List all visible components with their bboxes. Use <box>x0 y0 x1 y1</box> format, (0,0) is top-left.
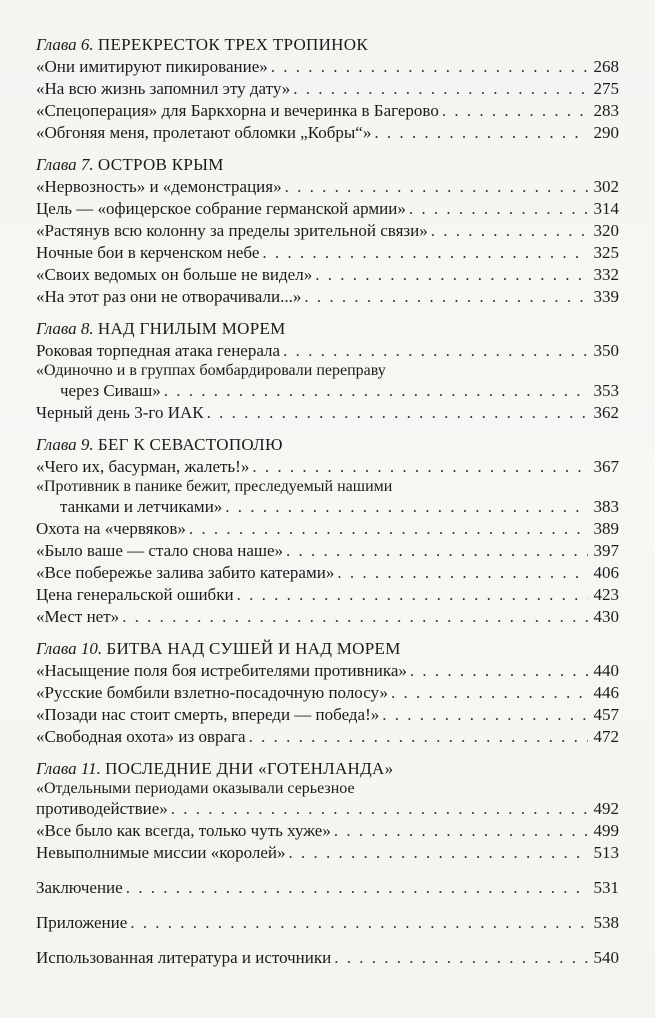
entry-page: 275 <box>593 79 619 98</box>
toc-entry <box>36 518 619 540</box>
dot-leader <box>286 540 588 562</box>
entry-title: «Насыщение поля боя истребителями противника» <box>36 661 407 680</box>
dot-leader <box>337 562 588 584</box>
toc-entry <box>36 242 619 264</box>
dot-leader <box>334 820 588 842</box>
dot-leader <box>315 264 588 286</box>
entry-page: 389 <box>593 519 619 538</box>
chapter-heading <box>36 758 619 780</box>
toc-entry <box>36 540 619 562</box>
entry-title-line2: противодействие» <box>36 799 168 818</box>
toc-entry <box>36 122 619 144</box>
dot-leader <box>382 704 588 726</box>
entry-title: «Обгоняя меня, пролетают обломки „Кобры“» <box>36 123 372 142</box>
entry-page: 440 <box>593 661 619 680</box>
dot-leader <box>171 798 588 820</box>
entry-title-line1: «Противник в панике бежит, преследуемый нашими <box>36 478 393 495</box>
chapter-8 <box>36 318 619 424</box>
entry-page: 320 <box>593 221 619 240</box>
entry-title: Охота на «червяков» <box>36 519 186 538</box>
chapter-label: Глава 9. <box>36 435 94 454</box>
chapter-label: Глава 10. <box>36 639 103 658</box>
chapter-label: Глава 6. <box>36 35 94 54</box>
entry-title: Невыполнимые миссии «королей» <box>36 843 286 862</box>
chapter-title: НАД ГНИЛЫМ МОРЕМ <box>97 319 286 338</box>
entry-page: 339 <box>593 287 619 306</box>
entry-page: 397 <box>593 541 619 560</box>
entry-page: 362 <box>593 403 619 422</box>
entry-title: Приложение <box>36 913 128 932</box>
toc-entry <box>36 220 619 242</box>
chapter-heading <box>36 638 619 660</box>
toc-entry-conclusion <box>36 877 619 899</box>
entry-title: «На этот раз они не отворачивали...» <box>36 287 302 306</box>
chapter-heading <box>36 34 619 56</box>
chapter-label: Глава 11. <box>36 759 101 778</box>
entry-page: 540 <box>593 948 619 967</box>
entry-title: Цена генеральской ошибки <box>36 585 234 604</box>
dot-leader <box>122 606 588 628</box>
dot-leader <box>262 242 588 264</box>
toc-entry <box>36 798 619 820</box>
entry-title: Ночные бои в керченском небе <box>36 243 260 262</box>
dot-leader <box>189 518 588 540</box>
spacer <box>36 899 619 912</box>
toc-entry <box>36 660 619 682</box>
chapter-heading <box>36 154 619 176</box>
entry-page: 457 <box>593 705 619 724</box>
dot-leader <box>207 402 588 424</box>
entry-page: 290 <box>593 123 619 142</box>
entry-title: «Спецоперация» для Баркхорна и вечеринка в Багерово <box>36 101 439 120</box>
entry-page: 513 <box>593 843 619 862</box>
entry-title-line1: «Отдельными периодами оказывали серьезное <box>36 780 355 797</box>
toc-entry <box>36 100 619 122</box>
entry-page: 472 <box>593 727 619 746</box>
toc-entry <box>36 78 619 100</box>
chapter-title: БИТВА НАД СУШЕЙ И НАД МОРЕМ <box>106 639 401 658</box>
toc-entry <box>36 562 619 584</box>
dot-leader <box>285 176 588 198</box>
entry-page: 314 <box>593 199 619 218</box>
chapter-title: БЕГ К СЕВАСТОПОЛЮ <box>97 435 283 454</box>
entry-title: Заключение <box>36 878 123 897</box>
spacer <box>36 424 619 434</box>
entry-title: «Все было как всегда, только чуть хуже» <box>36 821 331 840</box>
chapter-label: Глава 8. <box>36 319 94 338</box>
spacer <box>36 628 619 638</box>
entry-page: 430 <box>593 607 619 626</box>
entry-page: 499 <box>593 821 619 840</box>
entry-title: Цель — «офицерское собрание германской армии» <box>36 199 406 218</box>
toc-entry <box>36 456 619 478</box>
table-of-contents <box>36 34 619 969</box>
entry-title: Роковая торпедная атака генерала <box>36 341 281 360</box>
chapter-label: Глава 7. <box>36 155 94 174</box>
chapter-title: ПОСЛЕДНИЕ ДНИ «ГОТЕНЛАНДА» <box>105 759 394 778</box>
chapter-11 <box>36 758 619 864</box>
entry-page: 353 <box>593 381 619 400</box>
entry-title: «Они имитируют пикирование» <box>36 57 268 76</box>
dot-leader <box>271 56 588 78</box>
entry-page: 283 <box>593 101 619 120</box>
dot-leader <box>410 660 588 682</box>
chapter-heading <box>36 318 619 340</box>
entry-page: 350 <box>593 341 619 360</box>
chapter-9 <box>36 434 619 628</box>
spacer <box>36 864 619 877</box>
entry-title: «На всю жизнь запомнил эту дату» <box>36 79 291 98</box>
toc-entry-bibliography <box>36 947 619 969</box>
dot-leader <box>237 584 588 606</box>
toc-entry <box>36 820 619 842</box>
toc-entry <box>36 286 619 308</box>
entry-title: «Мест нет» <box>36 607 120 626</box>
entry-page: 325 <box>593 243 619 262</box>
spacer <box>36 934 619 947</box>
entry-page: 268 <box>593 57 619 76</box>
toc-entry <box>36 584 619 606</box>
dot-leader <box>442 100 588 122</box>
entry-page: 332 <box>593 265 619 284</box>
spacer <box>36 748 619 758</box>
chapter-heading <box>36 434 619 456</box>
dot-leader <box>164 380 588 402</box>
dot-leader <box>374 122 588 144</box>
entry-page: 531 <box>593 878 619 897</box>
toc-entry-appendix <box>36 912 619 934</box>
entry-page: 538 <box>593 913 619 932</box>
dot-leader <box>126 877 588 899</box>
entry-title: «Растянув всю колонну за пределы зрительной связи» <box>36 221 428 240</box>
dot-leader <box>391 682 588 704</box>
dot-leader <box>409 198 588 220</box>
dot-leader <box>304 286 588 308</box>
toc-entry <box>36 56 619 78</box>
entry-page: 446 <box>593 683 619 702</box>
dot-leader <box>334 947 588 969</box>
toc-entry <box>36 264 619 286</box>
toc-entry <box>36 340 619 362</box>
chapter-10 <box>36 638 619 748</box>
chapter-title: ПЕРЕКРЕСТОК ТРЕХ ТРОПИНОК <box>97 35 368 54</box>
entry-title: «Своих ведомых он больше не видел» <box>36 265 313 284</box>
entry-page: 302 <box>593 177 619 196</box>
entry-title: «Свободная охота» из оврага <box>36 727 246 746</box>
entry-title: «Позади нас стоит смерть, впереди — победа!» <box>36 705 380 724</box>
spacer <box>36 144 619 154</box>
entry-page: 423 <box>593 585 619 604</box>
entry-title-line2: через Сиваш» <box>60 381 161 400</box>
toc-entry <box>36 704 619 726</box>
dot-leader <box>289 842 589 864</box>
dot-leader <box>293 78 588 100</box>
entry-page: 367 <box>593 457 619 476</box>
toc-entry <box>36 198 619 220</box>
dot-leader <box>283 340 588 362</box>
entry-page: 406 <box>593 563 619 582</box>
toc-entry <box>36 176 619 198</box>
entry-title: Черный день 3-го ИАК <box>36 403 204 422</box>
toc-entry <box>36 496 619 518</box>
toc-entry <box>36 682 619 704</box>
toc-entry <box>36 606 619 628</box>
entry-title: «Русские бомбили взлетно-посадочную полосу» <box>36 683 388 702</box>
dot-leader <box>225 496 588 518</box>
entry-title: «Нервозность» и «демонстрация» <box>36 177 282 196</box>
dot-leader <box>252 456 588 478</box>
chapter-title: ОСТРОВ КРЫМ <box>97 155 224 174</box>
dot-leader <box>130 912 588 934</box>
entry-title: «Все побережье залива забито катерами» <box>36 563 335 582</box>
entry-page: 383 <box>593 497 619 516</box>
toc-entry <box>36 380 619 402</box>
chapter-6 <box>36 34 619 144</box>
entry-title-line1: «Одиночно и в группах бомбардировали переправу <box>36 362 386 379</box>
toc-entry <box>36 726 619 748</box>
toc-entry <box>36 402 619 424</box>
chapter-7 <box>36 154 619 308</box>
spacer <box>36 308 619 318</box>
dot-leader <box>249 726 588 748</box>
entry-title-line2: танками и летчиками» <box>60 497 223 516</box>
toc-entry <box>36 842 619 864</box>
entry-title: Использованная литература и источники <box>36 948 332 967</box>
entry-page: 492 <box>593 799 619 818</box>
entry-title: «Чего их, басурман, жалеть!» <box>36 457 250 476</box>
dot-leader <box>431 220 588 242</box>
entry-title: «Было ваше — стало снова наше» <box>36 541 284 560</box>
